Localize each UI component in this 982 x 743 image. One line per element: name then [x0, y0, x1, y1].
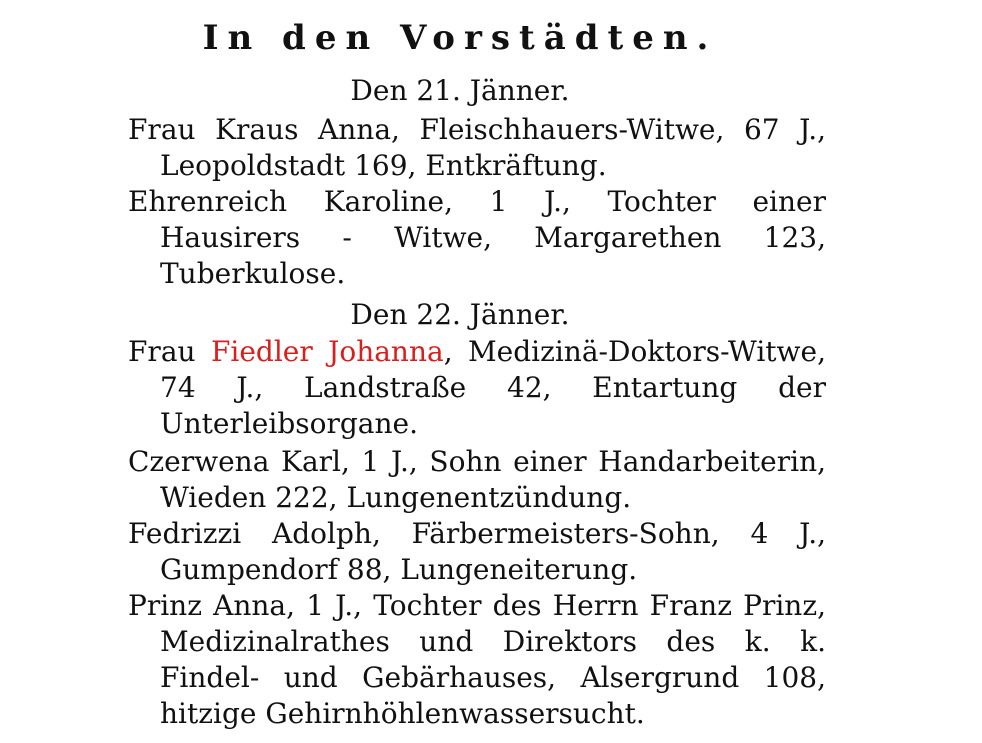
death-entry: Ehrenreich Karoline, 1 J., Tochter einer Hausirers - Witwe, Margarethen 123, Tuberkulose. — [128, 185, 826, 290]
section-heading: In den Vorstädten. — [202, 18, 718, 58]
death-entry: Fedrizzi Adolph, Färbermeisters-Sohn, 4 J., Gumpendorf 88, Lungeneiterung. — [128, 517, 826, 586]
date-heading: Den 21. Jänner. — [350, 74, 570, 107]
death-entry — [128, 334, 826, 442]
death-entry: Czerwena Karl, 1 J., Sohn einer Handarbeiterin, Wieden 222, Lungenentzündung. — [128, 445, 826, 514]
death-entry: Frau Kraus Anna, Fleischhauers-Witwe, 67 J., Leopoldstadt 169, Entkräftung. — [128, 113, 826, 182]
date-heading: Den 22. Jänner. — [350, 298, 570, 331]
highlighted-name: Fiedler Johanna — [210, 335, 444, 368]
death-entry: Prinz Anna, 1 J., Tochter des Herrn Franz Prinz, Medizinalrathes und Direktors des k. k. Findel- und Gebärhauses, Alsergrund 108, hitzige Gehirnhöhlenwassersucht. — [128, 589, 826, 730]
entry-text: , Medizinä-Doktors-Witwe, 74 J., Landstraße 42, Entartung der Unterleibsorgane. — [160, 335, 826, 440]
entry-text: Frau — [128, 335, 211, 368]
